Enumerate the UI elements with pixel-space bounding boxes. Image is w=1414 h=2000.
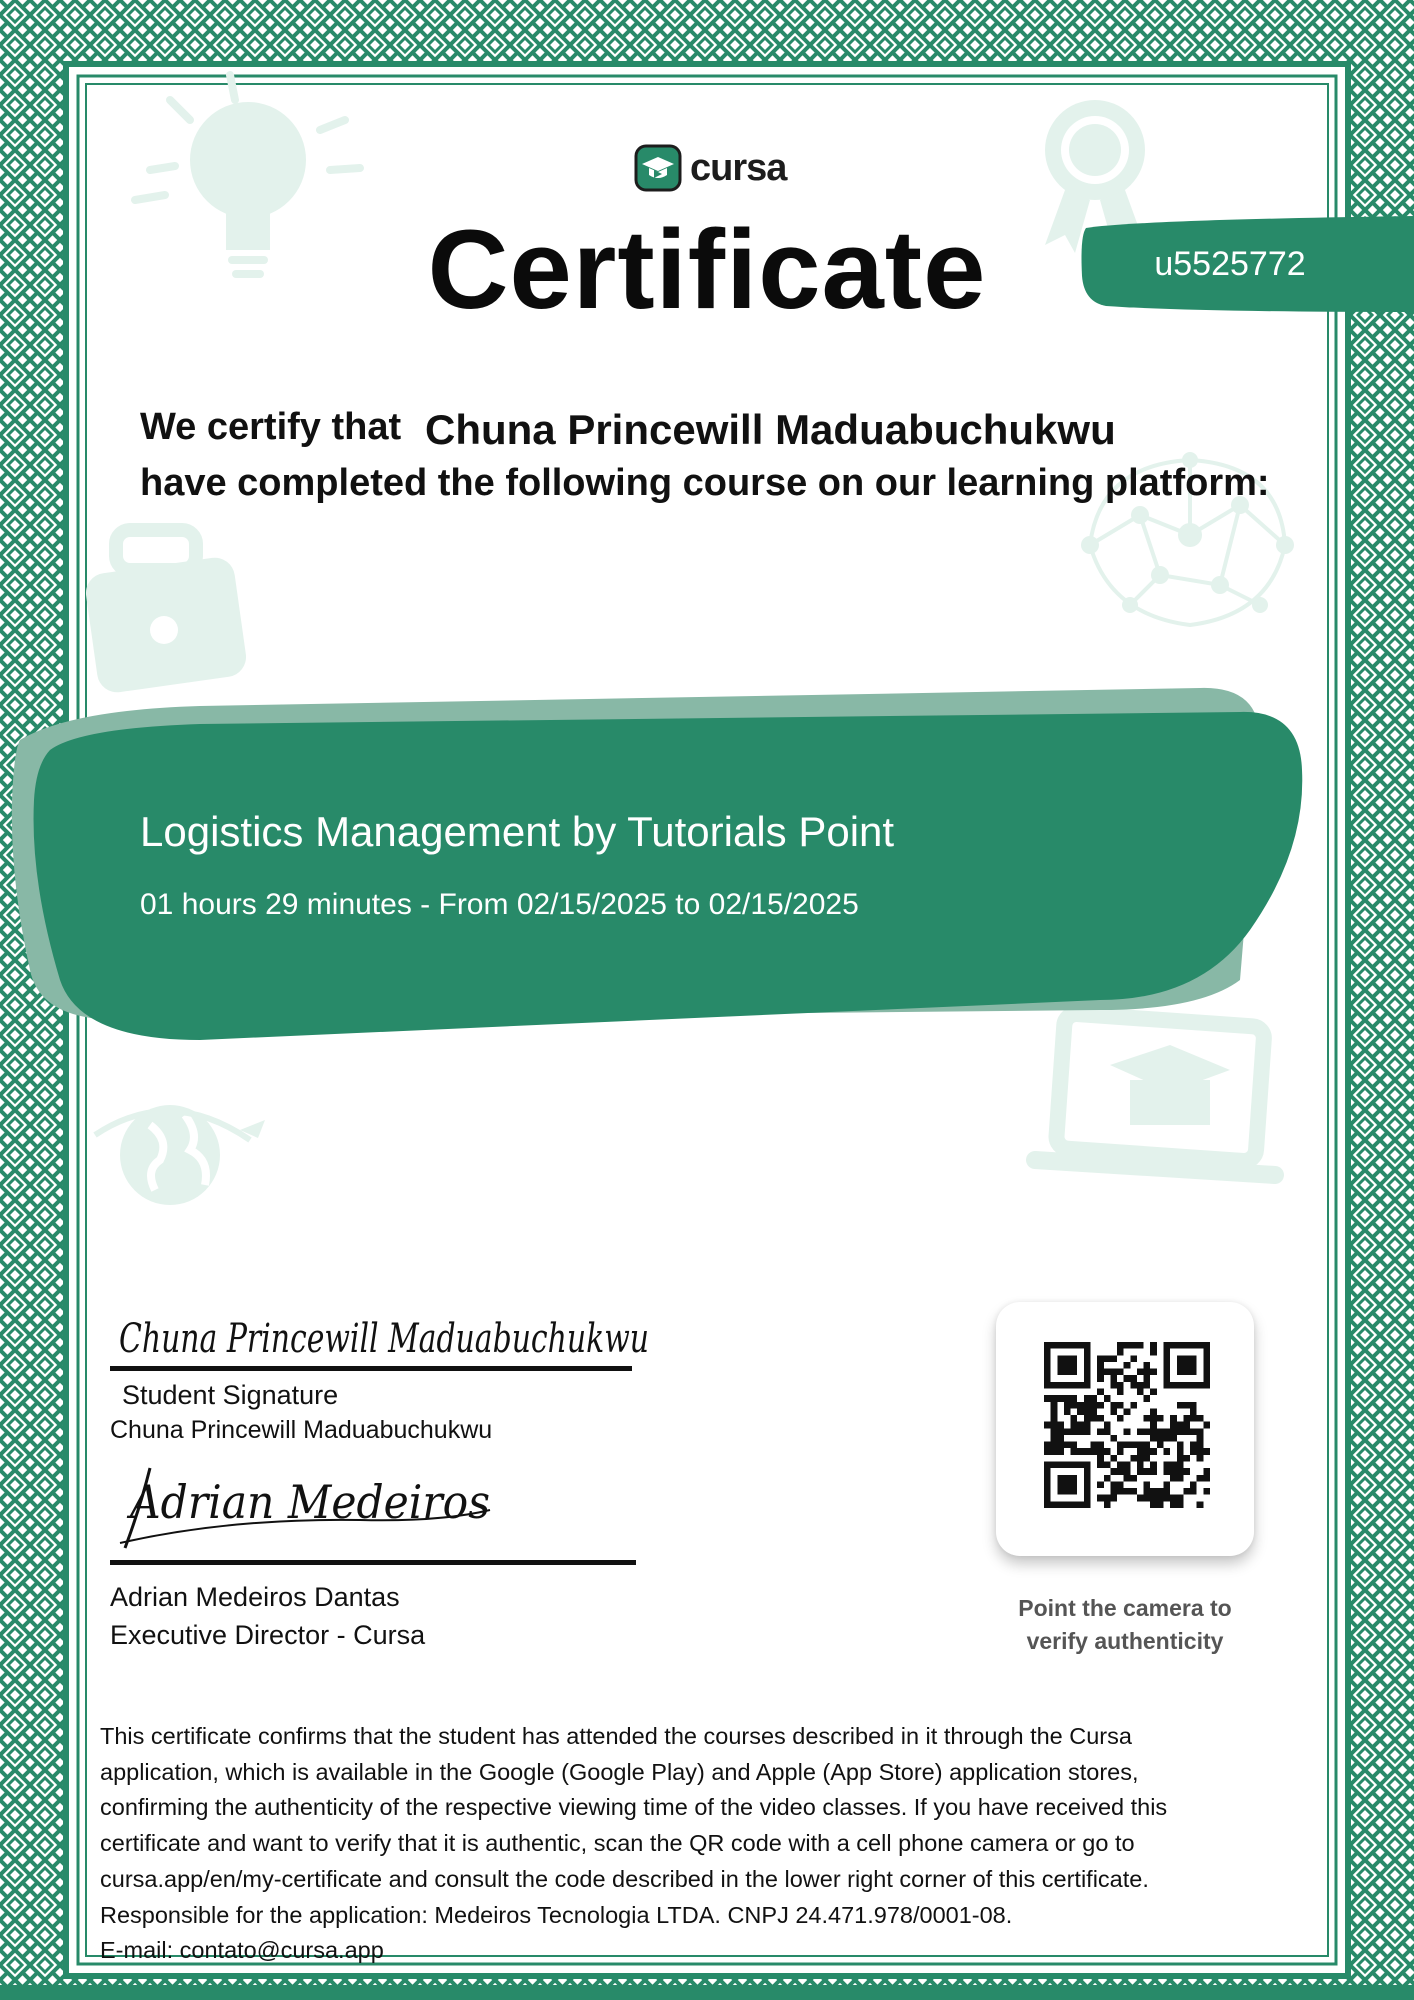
footer-line: Responsible for the application: Medeiros Tecnologia LTDA. CNPJ 24.471.978/0001-08.	[100, 1901, 1013, 1928]
director-name: Adrian Medeiros Dantas	[110, 1582, 400, 1612]
qr-caption	[990, 1592, 1260, 1658]
course-title: Logistics Management by Tutorials Point	[140, 808, 895, 855]
course-banner	[0, 680, 1320, 1050]
director-signature-line	[110, 1560, 636, 1565]
footer-line: confirming the authenticity of the respective viewing time of the video classes. If you have received this	[100, 1794, 1168, 1821]
globe-icon	[90, 1090, 270, 1220]
footer-line: This certificate confirms that the student has attended the courses described in it through the Cursa	[100, 1723, 1132, 1749]
logo-text: cursa	[690, 146, 787, 189]
student-handwriting: Chuna Princewill Maduabuchukwu	[119, 1316, 649, 1362]
director-role: Executive Director - Cursa	[110, 1620, 426, 1650]
qr-caption-line1: Point the camera to	[1018, 1595, 1232, 1621]
certify-prefix: We certify that	[140, 406, 402, 448]
director-handwritten-signature	[110, 1448, 510, 1558]
qr-code-icon[interactable]	[1044, 1342, 1210, 1508]
footer-line: application, which is available in the Google (Google Play) and Apple (App Store) application stores,	[100, 1758, 1139, 1785]
student-signature-label: Student Signature	[122, 1380, 339, 1410]
student-signature-name: Chuna Princewill Maduabuchukwu	[110, 1416, 493, 1444]
page-title: Certificate	[427, 207, 987, 332]
cursa-logo	[632, 140, 787, 196]
certificate-code: u5525772	[1154, 245, 1306, 283]
completion-statement: have completed the following course on our learning platform:	[140, 462, 1270, 504]
briefcase-icon	[86, 520, 246, 700]
footer-line: certificate and want to verify that it is authentic, scan the QR code with a cell phone camera or go to	[100, 1830, 1135, 1857]
student-signature-line	[110, 1366, 632, 1371]
graduation-cap-logo-icon	[632, 142, 684, 194]
footer-line: cursa.app/en/my-certificate and consult the code described in the lower right corner of this certificate.	[100, 1865, 1149, 1892]
director-handwriting: Adrian Medeiros	[126, 1475, 490, 1529]
student-name: Chuna Princewill Maduabuchukwu	[425, 406, 1116, 453]
footer-line[interactable]: E-mail: contato@cursa.app	[100, 1937, 384, 1964]
qr-caption-line2: verify authenticity	[1026, 1628, 1224, 1654]
course-details: 01 hours 29 minutes - From 02/15/2025 to 02/15/2025	[140, 888, 859, 921]
footer-disclaimer	[100, 1719, 1330, 1969]
